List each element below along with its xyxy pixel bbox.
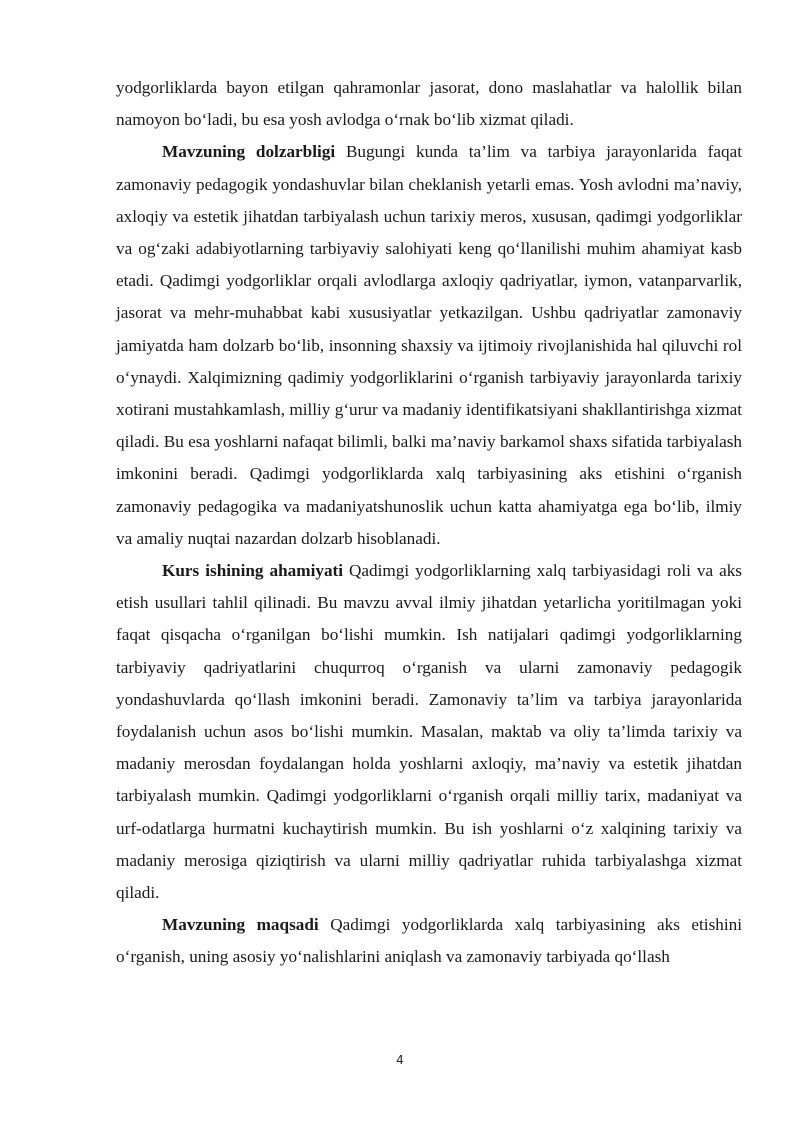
paragraph-relevance — [116, 136, 742, 555]
paragraph-continuation — [116, 72, 742, 136]
paragraph-text: Bugungi kunda ta’lim va tarbiya jarayonlarida faqat zamonaviy pedagogik yondashuvlar bilan cheklanish yetarli emas. Yosh avlodni ma’naviy, axloqiy va estetik jihatdan tarbiyalash uchun tarixiy meros, xususan, qadimgi yodgorliklar va og‘zaki adabiyotlarning tarbiyaviy salohiyati keng qo‘llanilishi muhim ahamiyat kasb etadi. Qadimgi yodgorliklar orqali avlodlarga axloqiy qadriyatlar, iymon, vatanparvarlik, jasorat va mehr-muhabbat kabi xususiyatlar yetkazilgan. Ushbu qadriyatlar zamonaviy jamiyatda ham dolzarb bo‘lib, insonning shaxsiy va ijtimoiy rivojlanishida hal qiluvchi rol o‘ynaydi. Xalqimizning qadimiy yodgorliklarini o‘rganish tarbiyaviy jarayonlarda tarixiy xotirani mustahkamlash, milliy g‘urur va madaniy identifikatsiyani shakllantirishga xizmat qiladi. Bu esa yoshlarni nafaqat bilimli, balki ma’naviy barkamol shaxs sifatida tarbiyalash imkonini beradi. Qadimgi yodgorliklarda xalq tarbiyasining aks etishini o‘rganish zamonaviy pedagogika va madaniyatshunoslik uchun katta ahamiyatga ega bo‘lib, ilmiy va amaliy nuqtai nazardan dolzarb hisoblanadi. — [116, 142, 743, 548]
section-heading-importance: Kurs ishining ahamiyati — [162, 561, 344, 581]
paragraph-text: Qadimgi yodgorliklarda xalq tarbiyasining aks etishini o‘rganish, uning asosiy yo‘nalishlarini aniqlash va zamonaviy tarbiyada qo‘llash — [116, 915, 743, 967]
body-text — [116, 72, 742, 974]
section-heading-relevance: Mavzuning dolzarbligi — [162, 142, 336, 162]
paragraph-text: Qadimgi yodgorliklarning xalq tarbiyasidagi roli va aks etish usullari tahlil qilinadi. Bu mavzu avval ilmiy jihatdan yetarlicha yoritilmagan yoki faqat qisqacha o‘rganilgan bo‘lishi mumkin. Ish natijalari qadimgi yodgorliklarning tarbiyaviy qadriyatlarini chuqurroq o‘rganish va ularni zamonaviy pedagogik yondashuvlarda qo‘llash imkonini beradi. Zamonaviy ta’lim va tarbiya jarayonlarida foydalanish uchun asos bo‘lishi mumkin. Masalan, maktab va oliy ta’limda tarixiy va madaniy merosdan foydalangan holda yoshlarni axloqiy, ma’naviy va estetik jihatdan tarbiyalash mumkin. Qadimgi yodgorliklarni o‘rganish orqali milliy tarix, madaniyat va urf-odatlarga hurmatni kuchaytirish mumkin. Bu ish yoshlarni o‘z xalqining tarixiy va madaniy merosiga qiziqtirish va ularni milliy qadriyatlar ruhida tarbiyalashga xizmat qiladi. — [116, 561, 742, 903]
paragraph-goal — [116, 909, 742, 973]
paragraph-importance — [116, 555, 742, 909]
section-heading-goal: Mavzuning maqsadi — [162, 915, 319, 935]
page-number: 4 — [396, 1053, 404, 1067]
paragraph-text: yodgorliklarda bayon etilgan qahramonlar jasorat, dono maslahatlar va halollik bilan namoyon bo‘ladi, bu esa yosh avlodga o‘rnak bo‘lib xizmat qiladi. — [116, 78, 742, 130]
